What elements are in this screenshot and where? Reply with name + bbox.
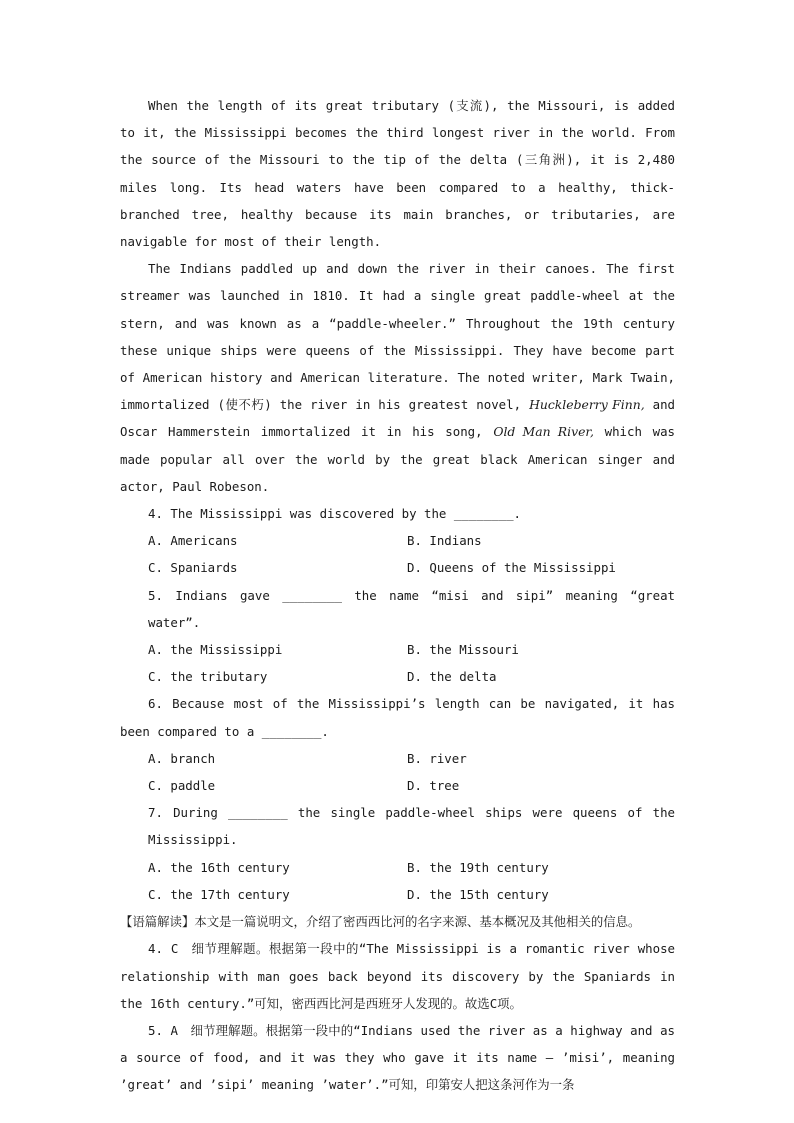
question-4-options-row-1 xyxy=(120,527,675,554)
option-d: D. tree xyxy=(407,778,460,794)
option-d: D. the delta xyxy=(407,669,497,685)
option-d: D. the 15th century xyxy=(407,886,549,902)
option-d: D. Queens of the Mississippi xyxy=(407,560,616,576)
question-7-options-row-1 xyxy=(120,854,675,881)
option-b: B. Indians xyxy=(407,533,482,549)
question-5-options-row-2 xyxy=(120,663,675,690)
option-a: A. branch xyxy=(148,750,216,766)
option-b: B. the 19th century xyxy=(407,859,549,875)
option-c: C. Spaniards xyxy=(148,560,238,576)
question-4-options-row-2 xyxy=(120,554,675,581)
passage-text: which was made popular all over the world by the great black American singer and actor, Paul Robeson. xyxy=(120,424,675,494)
answer-4-explanation: 4. C 细节理解题。根据第一段中的“The Mississippi is a romantic river whose relationship with man goes back beyond its discovery by the Spaniards in the 16th century.”可知，密西西比河是西班牙人发现的。故选C项。 xyxy=(120,941,675,1011)
book-title: Huckleberry Finn, xyxy=(529,397,645,413)
question-5-options-row-1 xyxy=(120,636,675,663)
question-6-stem: 6. Because most of the Mississippi’s length can be navigated, it has been compared to a ________. xyxy=(120,696,675,739)
passage-paragraph-1: When the length of its great tributary (支流), the Missouri, is added to it, the Mississippi becomes the third longest river in the world. From the source of the Missouri to the tip of the delta (三角洲), it is 2,480 miles long. Its head waters have been compared to a healthy, thick-branched tree, healthy because its main branches, or tributaries, are navigable for most of their length. xyxy=(120,98,675,250)
question-4-stem: 4. The Mississippi was discovered by the ________. xyxy=(148,506,521,522)
answer-5-explanation: 5. A 细节理解题。根据第一段中的“Indians used the river as a highway and as a source of food, and it was they who gave it its name — ’misi’, meaning ’great’ and ’sipi’ meaning ’water’.”可知，印第安人把这条河作为一条 xyxy=(120,1022,675,1093)
question-7-stem: 7. During ________ the single paddle-wheel ships were queens of the Mississippi. xyxy=(148,805,675,848)
analysis-text: 本文是一篇说明文，介绍了密西西比河的名字来源、基本概况及其他相关的信息。 xyxy=(194,914,641,930)
song-title: Old Man River, xyxy=(493,424,594,440)
option-c: C. the 17th century xyxy=(148,886,290,902)
question-5-stem: 5. Indians gave ________ the name “misi and sipi” meaning “great water”. xyxy=(148,587,675,630)
question-6-options-row-2 xyxy=(120,772,675,799)
option-c: C. paddle xyxy=(148,778,216,794)
option-b: B. river xyxy=(407,750,467,766)
option-a: A. Americans xyxy=(148,533,238,549)
passage-text: The Indians paddled up and down the river in their canoes. The first streamer was launched in 1810. It had a single great paddle-wheel at the stern, and was known as a “paddle-wheeler.” Throughout the 19th century these unique ships were queens of the Mississippi. They have become part of American history and American literature. The noted writer, Mark Twain, immortalized (使不朽) the river in his greatest novel, xyxy=(120,261,675,413)
analysis-tag: 【语篇解读】 xyxy=(120,914,195,930)
passage-paragraph-2 xyxy=(120,255,675,500)
discourse-analysis xyxy=(120,908,675,935)
option-a: A. the Mississippi xyxy=(148,642,283,658)
passage-text: and Oscar Hammerstein immortalized it in his song, xyxy=(120,397,676,440)
option-c: C. the tributary xyxy=(148,669,268,685)
option-b: B. the Missouri xyxy=(407,642,519,658)
question-6-options-row-1 xyxy=(120,745,675,772)
question-7-options-row-2 xyxy=(120,881,675,908)
option-a: A. the 16th century xyxy=(148,859,290,875)
